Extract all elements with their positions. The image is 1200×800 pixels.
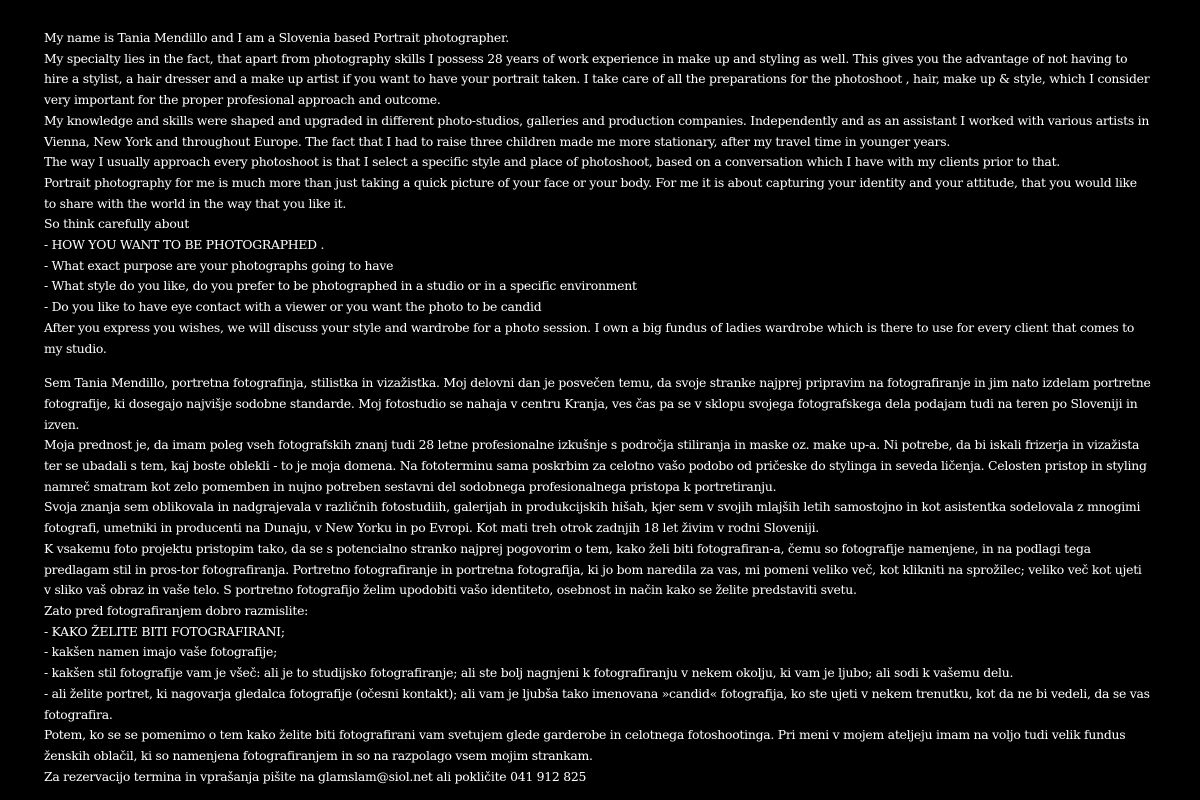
english-bullet: - What exact purpose are your photographs going to have: [44, 257, 394, 273]
english-section: [44, 28, 1152, 359]
slovene-experience: Svoja znanja sem oblikovala in nadgrajevala v različnih fotostudiih, galerijah in produkcijskih hišah, kjer sem v svojih mlajših letih samostojno in kot asistentka sodelovala z mnogimi fotografi, umetniki in producenti na Dunaju, v New Yorku in po Evropi. Kot mati treh otrok zadnjih 18 let živim v rodni Sloveniji.: [44, 499, 1141, 536]
slovene-process: K vsakemu foto projektu pristopim tako, da se s potencialno stranko najprej pogovorim o tem, kako želi biti fotografiran-a, čemu so fotografije namenjene, in na podlagi tega predlagam stil in pros-tor fotografiranja. Portretno fotografiranje in portretna fotografija, ki jo bom naredila za vas, mi pomeni veliko več, kot klikniti na sprožilec; veliko več kot ujeti v sliko vaš obraz in vaše telo. S portretno fotografijo želim upodobiti vašo identiteto, osebnost in način kako se želite predstaviti svetu.: [44, 540, 1142, 598]
slovene-intro: Sem Tania Mendillo, portretna fotografinja, stilistka in vizažistka. Moj delovni dan je posvečen temu, da svoje stranke najprej pripravim na fotografiranje in jim nato izdelam portretne fotografije, ki dosegajo najvišje sodobne standarde. Moj fotostudio se nahaja v centru Kranja, ves čas pa se v sklopu svojega fotografskega dela podajam tudi na teren po Sloveniji in izven.: [44, 375, 1151, 432]
english-approach: The way I usually approach every photoshoot is that I select a specific style and place of photoshoot, based on a conversation which I have with my clients prior to that.: [44, 154, 1060, 170]
english-philosophy: Portrait photography for me is much more than just taking a quick picture of your face or your body. For me it is about capturing your identity and your attitude, that you would like to share with the world in the way that you like it.: [44, 174, 1137, 211]
english-intro: My name is Tania Mendillo and I am a Slovenia based Portrait photographer.: [44, 30, 509, 45]
bio-text-block: [44, 28, 1152, 787]
english-closing: After you express you wishes, we will discuss your style and wardrobe for a photo session. I own a big fundus of ladies wardrobe which is there to use for every client that comes to my studio.: [44, 319, 1135, 356]
english-bullet: - HOW YOU WANT TO BE PHOTOGRAPHED .: [44, 237, 325, 253]
slovene-closing: Potem, ko se se pomenimo o tem kako želite biti fotografirani vam svetujem glede garderobe in celotnega fotoshootinga. Pri meni v mojem ateljeju imam na voljo tudi velik fundus ženskih oblačil, ki so namenjena fotografiranjem in so na razpolago vsem mojim strankam.: [44, 727, 1126, 763]
slovene-bullet: - kakšen namen imajo vaše fotografije;: [44, 644, 277, 660]
slovene-bullet: - ali želite portret, ki nagovarja gledalca fotografije (očesni kontakt); ali vam je ljubša tako imenovana »candid« fotografija, ko ste ujeti v nekem trenutku, kot da ne bi vedeli, da se vas fotografira.: [44, 685, 1150, 722]
contact-line: Za rezervacijo termina in vprašanja pišite na glamslam@siol.net ali pokličite 041 912 825: [44, 768, 587, 784]
english-think-prompt: So think carefully about: [44, 216, 189, 232]
english-specialty: My specialty lies in the fact, that apart from photography skills I possess 28 years of work experience in make up and styling as well. This gives you the advantage of not having to hire a stylist, a hair dresser and a make up artist if you want to have your portrait taken. I take care of all the preparations for the photoshoot , hair, make up & style, which I consider very important for the proper profesional approach and outcome.: [44, 50, 1150, 108]
section-divider: [44, 359, 1152, 373]
slovene-bullet: - KAKO ŽELITE BITI FOTOGRAFIRANI;: [44, 623, 285, 639]
slovene-bullet: - kakšen stil fotografije vam je všeč: ali je to studijsko fotografiranje; ali ste bolj nagnjeni k fotografiranju v nekem okolju, ki vam je ljubo; ali sodi k vašemu delu.: [44, 665, 1014, 681]
english-knowledge: My knowledge and skills were shaped and upgraded in different photo-studios, galleries and production companies. Independently and as an assistant I worked with various artists in Vienna, New York and throughout Europe. The fact that I had to raise three children made me more stationary, after my travel time in younger years.: [44, 112, 1150, 149]
english-bullet: - Do you like to have eye contact with a viewer or you want the photo to be candid: [44, 299, 542, 315]
slovene-advantage: Moja prednost je, da imam poleg vseh fotografskih znanj tudi 28 letne profesionalne izkušnje s področja stiliranja in maske oz. make up-a. Ni potrebe, da bi iskali frizerja in vizažista ter se ubadali s tem, kaj boste oblekli - to je moja domena. Na fototerminu sama poskrbim za celotno vašo podobo od pričeske do stylinga in seveda ličenja. Celosten pristop in styling namreč smatram kot zelo pomemben in nujno potreben sestavni del sodobnega profesionalnega pristopa k portretiranju.: [44, 437, 1147, 494]
slovene-think-prompt: Zato pred fotografiranjem dobro razmislite:: [44, 602, 309, 618]
english-bullet: - What style do you like, do you prefer to be photographed in a studio or in a specific environment: [44, 278, 637, 294]
slovene-section: [44, 373, 1152, 787]
